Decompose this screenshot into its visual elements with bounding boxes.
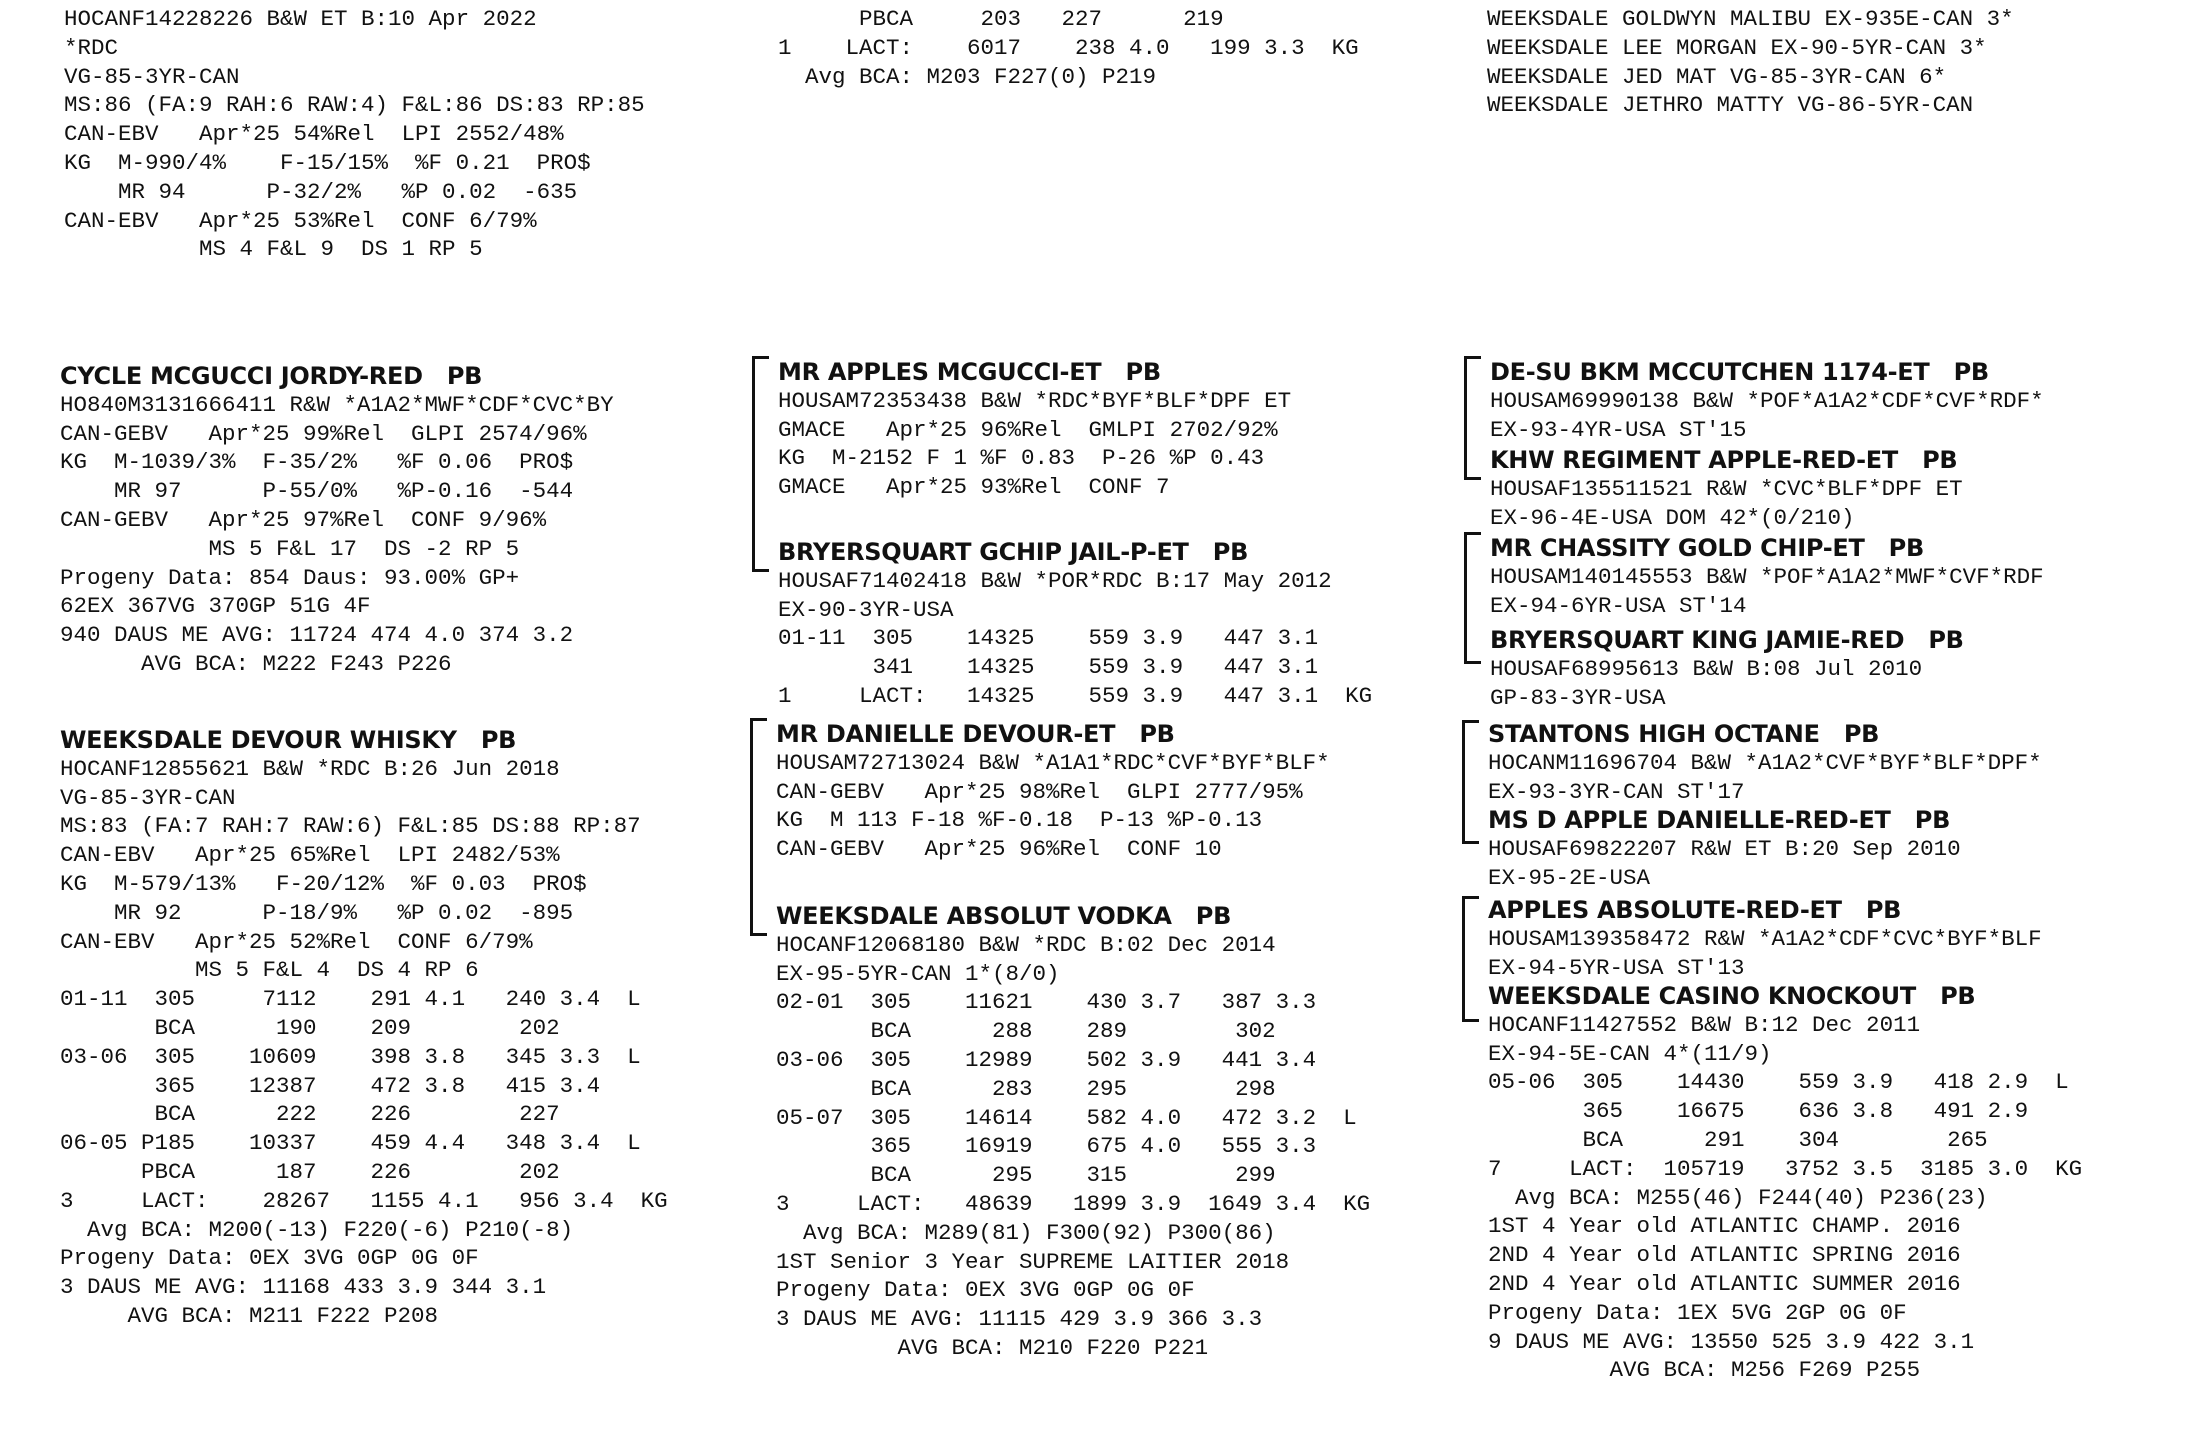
record-line: BCA 288 289 302 — [776, 1018, 1276, 1045]
record-line: 2ND 4 Year old ATLANTIC SPRING 2016 — [1488, 1242, 1961, 1269]
record-line: EX-96-4E-USA DOM 42*(0/210) — [1490, 504, 1855, 531]
animal-name: BRYERSQUART KING JAMIE-RED PB — [1490, 626, 1964, 654]
record-line: GMACE Apr*25 96%Rel GMLPI 2702/92% — [778, 416, 1278, 443]
top-right-dams — [1487, 5, 2014, 120]
record-line: MS:83 (FA:7 RAH:7 RAW:6) F&L:85 DS:88 RP:87 — [60, 813, 641, 840]
record-line: MS 4 F&L 9 DS 1 RP 5 — [64, 236, 483, 263]
record-line: 3 LACT: 28267 1155 4.1 956 3.4 KG — [60, 1187, 668, 1214]
record-line: Avg BCA: M255(46) F244(40) P236(23) — [1488, 1184, 1988, 1211]
record-line: HO840M3131666411 R&W *A1A2*MWF*CDF*CVC*BY — [60, 391, 614, 418]
record-line: HOUSAF68995613 B&W B:08 Jul 2010 — [1490, 655, 1923, 682]
record-line: EX-93-4YR-USA ST'15 — [1490, 416, 1747, 443]
record-line: CAN-EBV Apr*25 52%Rel CONF 6/79% — [60, 928, 533, 955]
record-line: 01-11 305 7112 291 4.1 240 3.4 L — [60, 986, 641, 1013]
record-line: EX-93-3YR-CAN ST'17 — [1488, 778, 1745, 805]
record-line: EX-94-5YR-USA ST'13 — [1488, 954, 1745, 981]
record-line: 1 LACT: 6017 238 4.0 199 3.3 KG — [778, 34, 1359, 61]
record-line: 365 16919 675 4.0 555 3.3 — [776, 1133, 1317, 1160]
record-line: WEEKSDALE GOLDWYN MALIBU EX-935E-CAN 3* — [1487, 6, 2014, 32]
animal-name: DE-SU BKM MCCUTCHEN 1174-ET PB — [1490, 358, 1989, 386]
record-line: HOUSAM69990138 B&W *POF*A1A2*CDF*CVF*RDF* — [1490, 387, 2044, 414]
record-line: 03-06 305 12989 502 3.9 441 3.4 — [776, 1046, 1317, 1073]
record-line: 2ND 4 Year old ATLANTIC SUMMER 2016 — [1488, 1270, 1961, 1297]
record-line: EX-90-3YR-USA — [778, 596, 954, 623]
record-line: EX-95-2E-USA — [1488, 864, 1651, 891]
top-middle-records — [778, 5, 1359, 91]
bracket-ggs-high-octane — [1462, 720, 1479, 844]
record-line: HOCANF14228226 B&W ET B:10 Apr 2022 — [64, 6, 537, 32]
record-line: AVG BCA: M256 F269 P255 — [1488, 1357, 1921, 1384]
record-line: 9 DAUS ME AVG: 13550 525 3.9 422 3.1 — [1488, 1328, 1975, 1355]
ggs-stantons-high-octane — [1488, 720, 2042, 806]
record-line: 365 12387 472 3.8 415 3.4 — [60, 1072, 601, 1099]
record-line: CAN-EBV Apr*25 65%Rel LPI 2482/53% — [60, 842, 560, 869]
record-line: CAN-GEBV Apr*25 96%Rel CONF 10 — [776, 836, 1222, 863]
animal-name: WEEKSDALE ABSOLUT VODKA PB — [776, 902, 1232, 930]
record-line: Progeny Data: 1EX 5VG 2GP 0G 0F — [1488, 1299, 1907, 1326]
record-line: HOCANF12068180 B&W *RDC B:02 Dec 2014 — [776, 931, 1276, 958]
record-line: CAN-EBV Apr*25 54%Rel LPI 2552/48% — [64, 121, 564, 148]
record-line: BCA 283 295 298 — [776, 1075, 1276, 1102]
record-line: Progeny Data: 854 Daus: 93.00% GP+ — [60, 564, 520, 591]
record-line: 3 DAUS ME AVG: 11168 433 3.9 344 3.1 — [60, 1274, 547, 1301]
record-line: Progeny Data: 0EX 3VG 0GP 0G 0F — [60, 1245, 479, 1272]
record-line: 7 LACT: 105719 3752 3.5 3185 3.0 KG — [1488, 1155, 2083, 1182]
record-line: PBCA 203 227 219 — [778, 6, 1224, 32]
gd-weeksdale-absolut-vodka — [776, 902, 1370, 1363]
animal-name: MS D APPLE DANIELLE-RED-ET PB — [1488, 806, 1951, 834]
record-line: HOUSAF135511521 R&W *CVC*BLF*DPF ET — [1490, 475, 1963, 502]
record-line: CAN-GEBV Apr*25 99%Rel GLPI 2574/96% — [60, 420, 587, 447]
animal-name: BRYERSQUART GCHIP JAIL-P-ET PB — [778, 538, 1249, 566]
bracket-ggs-apples-absolute — [1462, 896, 1479, 1022]
record-line: GMACE Apr*25 93%Rel CONF 7 — [778, 474, 1170, 501]
dam-jordy-top-cut — [64, 5, 645, 264]
record-line: 1ST Senior 3 Year SUPREME LAITIER 2018 — [776, 1248, 1290, 1275]
record-line: *RDC — [64, 34, 119, 61]
animal-name: WEEKSDALE CASINO KNOCKOUT PB — [1488, 982, 1976, 1010]
gs-mr-apples-mcgucci — [778, 358, 1291, 502]
record-line: EX-94-6YR-USA ST'14 — [1490, 592, 1747, 619]
record-line: HOUSAF71402418 B&W *POR*RDC B:17 May 2012 — [778, 567, 1332, 594]
animal-name: KHW REGIMENT APPLE-RED-ET PB — [1490, 446, 1958, 474]
record-line: BCA 222 226 227 — [60, 1101, 560, 1128]
record-line: KG M-1039/3% F-35/2% %F 0.06 PRO$ — [60, 449, 574, 476]
animal-name: MR DANIELLE DEVOUR-ET PB — [776, 720, 1175, 748]
record-line: HOUSAM140145553 B&W *POF*A1A2*MWF*CVF*RDF — [1490, 563, 2044, 590]
bracket-sire-gs-gd — [752, 356, 769, 572]
record-line: Avg BCA: M289(81) F300(92) P300(86) — [776, 1219, 1276, 1246]
record-line: HOUSAF69822207 R&W ET B:20 Sep 2010 — [1488, 835, 1961, 862]
record-line: GP-83-3YR-USA — [1490, 684, 1666, 711]
gs-mr-danielle-devour — [776, 720, 1330, 864]
record-line: PBCA 187 226 202 — [60, 1158, 560, 1185]
record-line: CAN-GEBV Apr*25 97%Rel CONF 9/96% — [60, 506, 547, 533]
record-line: CAN-GEBV Apr*25 98%Rel GLPI 2777/95% — [776, 778, 1303, 805]
animal-name: MR CHASSITY GOLD CHIP-ET PB — [1490, 534, 1924, 562]
record-line: 1 LACT: 14325 559 3.9 447 3.1 KG — [778, 682, 1373, 709]
ggd-ms-d-apple-danielle — [1488, 806, 1961, 892]
record-line: Avg BCA: M203 F227(0) P219 — [778, 63, 1157, 90]
ggs-de-su-bkm-mccutchen — [1490, 358, 2044, 444]
bracket-ggs-gold-chip — [1464, 532, 1481, 664]
record-line: EX-94-5E-CAN 4*(11/9) — [1488, 1040, 1772, 1067]
record-line: KG M-579/13% F-20/12% %F 0.03 PRO$ — [60, 870, 587, 897]
record-line: 940 DAUS ME AVG: 11724 474 4.0 374 3.2 — [60, 622, 574, 649]
animal-name: MR APPLES MCGUCCI-ET PB — [778, 358, 1161, 386]
record-line: KG M-2152 F 1 %F 0.83 P-26 %P 0.43 — [778, 445, 1265, 472]
record-line: BCA 291 304 265 — [1488, 1126, 1988, 1153]
record-line: AVG BCA: M210 F220 P221 — [776, 1334, 1209, 1361]
record-line: 62EX 367VG 370GP 51G 4F — [60, 593, 371, 620]
record-line: 05-07 305 14614 582 4.0 472 3.2 L — [776, 1104, 1357, 1131]
record-line: HOCANF11427552 B&W B:12 Dec 2011 — [1488, 1011, 1921, 1038]
record-line: CAN-EBV Apr*25 53%Rel CONF 6/79% — [64, 207, 537, 234]
ggd-weeksdale-casino-knockout — [1488, 982, 2082, 1385]
animal-name: STANTONS HIGH OCTANE PB — [1488, 720, 1880, 748]
record-line: Avg BCA: M200(-13) F220(-6) P210(-8) — [60, 1216, 574, 1243]
bracket-dam-gs-gd — [750, 718, 767, 936]
dam-weeksdale-devour-whisky — [60, 726, 668, 1331]
record-line: AVG BCA: M211 F222 P208 — [60, 1302, 439, 1329]
animal-name: WEEKSDALE DEVOUR WHISKY PB — [60, 726, 517, 754]
record-line: 01-11 305 14325 559 3.9 447 3.1 — [778, 625, 1319, 652]
ggd-bryersquart-king-jamie — [1490, 626, 1964, 712]
gd-bryersquart-gchip-jail — [778, 538, 1372, 711]
record-line: 341 14325 559 3.9 447 3.1 — [778, 654, 1319, 681]
record-line: MS:86 (FA:9 RAH:6 RAW:4) F&L:86 DS:83 RP:85 — [64, 92, 645, 119]
record-line: MR 94 P-32/2% %P 0.02 -635 — [64, 178, 578, 205]
record-line: 05-06 305 14430 559 3.9 418 2.9 L — [1488, 1069, 2069, 1096]
record-line: BCA 190 209 202 — [60, 1014, 560, 1041]
record-line: 03-06 305 10609 398 3.8 345 3.3 L — [60, 1043, 641, 1070]
ggs-mr-chassity-gold-chip — [1490, 534, 2044, 620]
record-line: HOUSAM139358472 R&W *A1A2*CDF*CVC*BYF*BLF — [1488, 925, 2042, 952]
record-line: BCA 295 315 299 — [776, 1162, 1276, 1189]
record-line: 1ST 4 Year old ATLANTIC CHAMP. 2016 — [1488, 1213, 1961, 1240]
record-line: HOCANF12855621 B&W *RDC B:26 Jun 2018 — [60, 755, 560, 782]
record-line: VG-85-3YR-CAN — [64, 63, 240, 90]
animal-name: CYCLE MCGUCCI JORDY-RED PB — [60, 362, 483, 390]
record-line: 3 LACT: 48639 1899 3.9 1649 3.4 KG — [776, 1190, 1371, 1217]
record-line: 365 16675 636 3.8 491 2.9 — [1488, 1098, 2029, 1125]
sire-cycle-mcgucci-jordy — [60, 362, 614, 679]
record-line: WEEKSDALE LEE MORGAN EX-90-5YR-CAN 3* — [1487, 34, 1987, 61]
record-line: MS 5 F&L 17 DS -2 RP 5 — [60, 535, 520, 562]
record-line: VG-85-3YR-CAN — [60, 784, 236, 811]
record-line: KG M 113 F-18 %F-0.18 P-13 %P-0.13 — [776, 807, 1263, 834]
record-line: 02-01 305 11621 430 3.7 387 3.3 — [776, 989, 1317, 1016]
record-line: MR 97 P-55/0% %P-0.16 -544 — [60, 478, 574, 505]
record-line: 3 DAUS ME AVG: 11115 429 3.9 366 3.3 — [776, 1306, 1263, 1333]
ggd-khw-regiment-apple — [1490, 446, 1963, 532]
record-line: MR 92 P-18/9% %P 0.02 -895 — [60, 899, 574, 926]
ggs-apples-absolute — [1488, 896, 2042, 982]
bracket-ggs-mccutchen — [1464, 356, 1481, 480]
record-line: Progeny Data: 0EX 3VG 0GP 0G 0F — [776, 1277, 1195, 1304]
record-line: AVG BCA: M222 F243 P226 — [60, 650, 452, 677]
record-line: 06-05 P185 10337 459 4.4 348 3.4 L — [60, 1130, 641, 1157]
animal-name: APPLES ABSOLUTE-RED-ET PB — [1488, 896, 1902, 924]
record-line: HOCANM11696704 B&W *A1A2*CVF*BYF*BLF*DPF* — [1488, 749, 2042, 776]
record-line: HOUSAM72713024 B&W *A1A1*RDC*CVF*BYF*BLF* — [776, 749, 1330, 776]
record-line: WEEKSDALE JED MAT VG-85-3YR-CAN 6* — [1487, 63, 1947, 90]
record-line: MS 5 F&L 4 DS 4 RP 6 — [60, 957, 479, 984]
record-line: EX-95-5YR-CAN 1*(8/0) — [776, 960, 1060, 987]
record-line: KG M-990/4% F-15/15% %F 0.21 PRO$ — [64, 149, 591, 176]
record-line: HOUSAM72353438 B&W *RDC*BYF*BLF*DPF ET — [778, 387, 1292, 414]
record-line: WEEKSDALE JETHRO MATTY VG-86-5YR-CAN — [1487, 92, 1974, 119]
